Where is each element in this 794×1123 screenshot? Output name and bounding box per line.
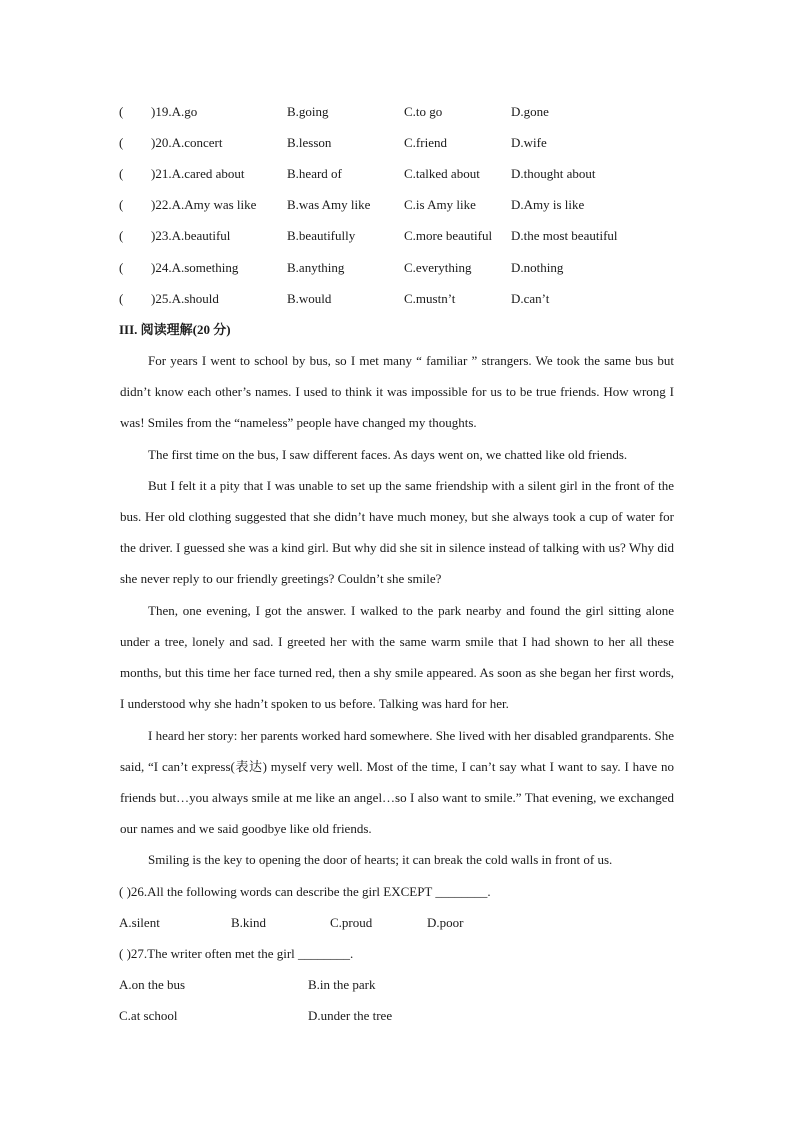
passage-paragraph-3: But I felt it a pity that I was unable to set up the same friendship with a silent girl in the front of the bus. Her old clothing suggested that she didn’t have much money, but she always took a cup of water for the driver. I guessed she was a kind girl. But why did she sit in silence instead of talking with us? Why did she never reply to our friendly greetings? Couldn’t she smile? — [120, 478, 674, 587]
option-a[interactable]: )20.A.concert — [151, 135, 223, 150]
option-d[interactable]: D.poor — [427, 915, 464, 930]
option-b[interactable]: B.was Amy like — [287, 197, 371, 212]
option-a[interactable]: A.silent — [119, 915, 160, 930]
paren-mark: ( — [119, 197, 124, 212]
paren-mark: ( — [119, 291, 124, 306]
option-d[interactable]: D.gone — [511, 104, 549, 119]
option-d[interactable]: D.Amy is like — [511, 197, 585, 212]
option-b[interactable]: B.going — [287, 104, 329, 119]
option-b[interactable]: B.would — [287, 291, 332, 306]
cloze-option-row — [0, 258, 794, 278]
question-27-options-row-2 — [0, 1006, 794, 1026]
passage-paragraph-5: I heard her story: her parents worked hard somewhere. She lived with her disabled grandparents. She said, “I can’t express(表达) myself very well. Most of the time, I can’t say what I want to say. I have no friends but…you always smile at me like an angel…so I also want to smile.” That evening, we exchanged our names and we said goodbye like old friends. — [120, 728, 674, 837]
cloze-option-row — [0, 102, 794, 122]
option-c[interactable]: C.at school — [119, 1008, 178, 1023]
option-d[interactable]: D.nothing — [511, 260, 564, 275]
option-c[interactable]: C.to go — [404, 104, 443, 119]
section-heading: III. 阅读理解(20 分) — [119, 322, 231, 337]
passage-paragraph-2: The first time on the bus, I saw different faces. As days went on, we chatted like old friends. — [148, 447, 628, 462]
option-b[interactable]: B.heard of — [287, 166, 342, 181]
cloze-option-row — [0, 195, 794, 215]
option-a[interactable]: )25.A.should — [151, 291, 219, 306]
option-a[interactable]: )19.A.go — [151, 104, 198, 119]
option-b[interactable]: B.lesson — [287, 135, 332, 150]
question-26-options — [0, 913, 794, 933]
passage-paragraph-4: Then, one evening, I got the answer. I walked to the park nearby and found the girl sitting alone under a tree, lonely and sad. I greeted her with the same warm smile that I had shown to her all these months, but this time her face turned red, then a shy smile appeared. As soon as she began her first words, I understood why she hadn’t spoken to us before. Talking was hard for her. — [120, 603, 674, 712]
cloze-option-row — [0, 226, 794, 246]
option-a[interactable]: )22.A.Amy was like — [151, 197, 257, 212]
option-b[interactable]: B.beautifully — [287, 228, 356, 243]
option-c[interactable]: C.more beautiful — [404, 228, 493, 243]
option-c[interactable]: C.proud — [330, 915, 373, 930]
option-a[interactable]: A.on the bus — [119, 977, 186, 992]
question-27-stem: ( )27.The writer often met the girl ________. — [119, 946, 354, 961]
question-26-stem: ( )26.All the following words can describe the girl EXCEPT ________. — [119, 884, 491, 899]
option-c[interactable]: C.talked about — [404, 166, 480, 181]
option-d[interactable]: D.the most beautiful — [511, 228, 618, 243]
paren-mark: ( — [119, 104, 124, 119]
option-b[interactable]: B.kind — [231, 915, 267, 930]
cloze-option-row — [0, 164, 794, 184]
cloze-option-row — [0, 289, 794, 309]
option-d[interactable]: D.wife — [511, 135, 547, 150]
option-b[interactable]: B.anything — [287, 260, 345, 275]
question-27-options-row-1 — [0, 975, 794, 995]
option-c[interactable]: C.mustn’t — [404, 291, 456, 306]
option-c[interactable]: C.is Amy like — [404, 197, 476, 212]
option-d[interactable]: D.thought about — [511, 166, 596, 181]
passage-paragraph-6: Smiling is the key to opening the door of hearts; it can break the cold walls in front of us. — [148, 852, 613, 867]
option-a[interactable]: )24.A.something — [151, 260, 239, 275]
option-c[interactable]: C.friend — [404, 135, 447, 150]
option-a[interactable]: )23.A.beautiful — [151, 228, 231, 243]
option-a[interactable]: )21.A.cared about — [151, 166, 245, 181]
paren-mark: ( — [119, 228, 124, 243]
paren-mark: ( — [119, 166, 124, 181]
cloze-option-row — [0, 133, 794, 153]
paren-mark: ( — [119, 135, 124, 150]
option-c[interactable]: C.everything — [404, 260, 472, 275]
option-b[interactable]: B.in the park — [308, 977, 376, 992]
option-d[interactable]: D.under the tree — [308, 1008, 393, 1023]
option-d[interactable]: D.can’t — [511, 291, 550, 306]
paren-mark: ( — [119, 260, 124, 275]
passage-paragraph-1: For years I went to school by bus, so I met many “ familiar ” strangers. We took the same bus but didn’t know each other’s names. I used to think it was impossible for us to be true friends. How wrong I was! Smiles from the “nameless” people have changed my thoughts. — [120, 353, 674, 431]
